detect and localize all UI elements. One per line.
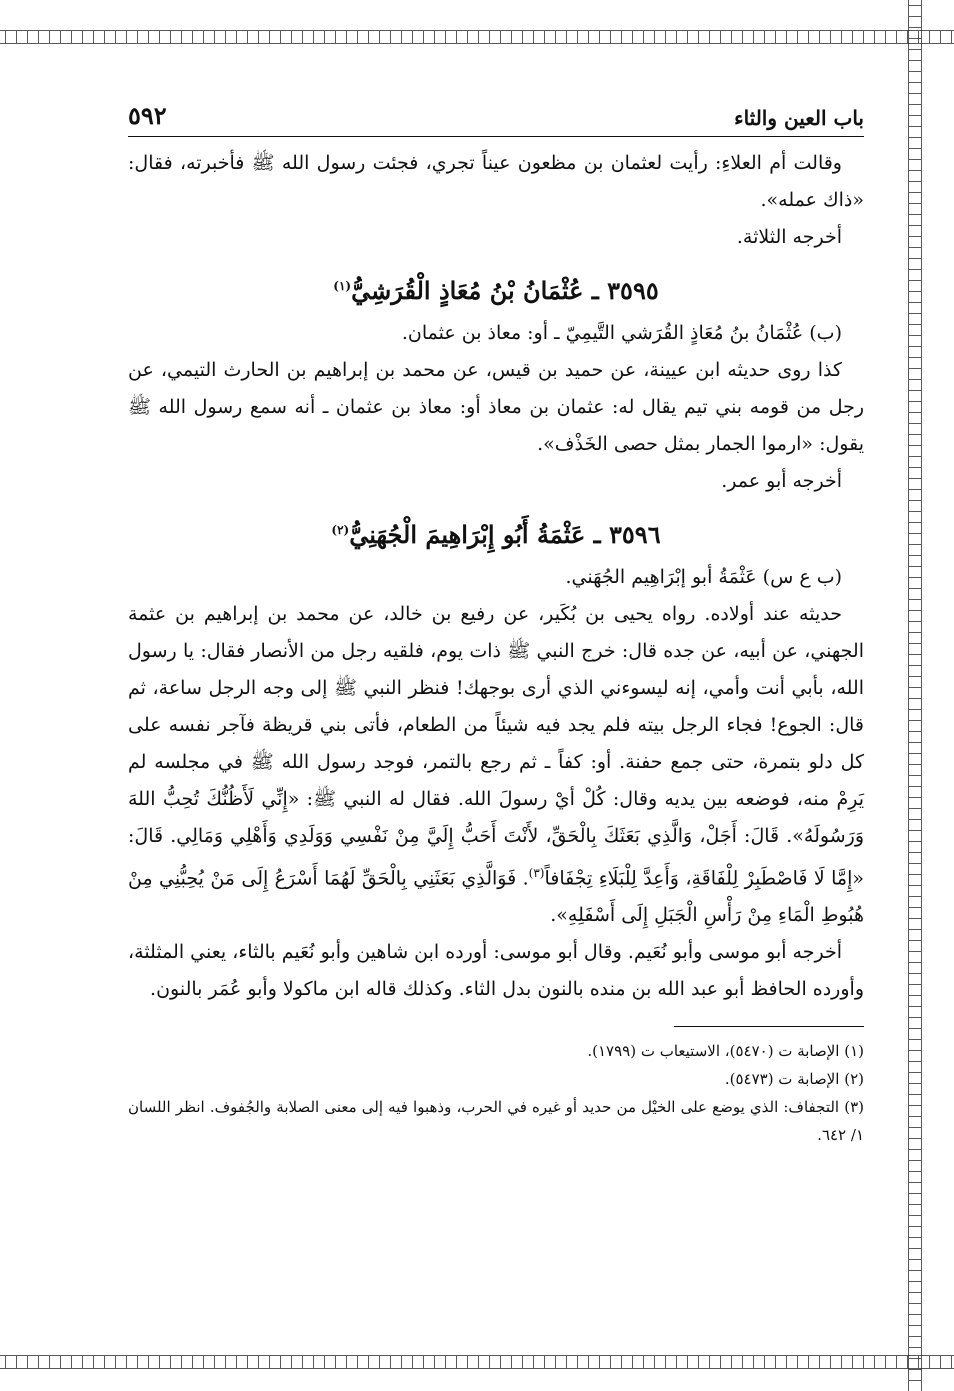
entry-heading: ٣٥٩٦ ـ عَثْمَةُ أَبُو إِبْرَاهِيمَ الْجُهَنِيُّ$^{(٢)}$: [331, 520, 661, 549]
paragraph: وقالت أم العلاءِ: رأيت لعثمان بن مظعون عيناً تجري، فجئت رسول الله ﷺ فأخبرته، فقال: «ذاك عمله».: [128, 152, 864, 211]
paragraph: كذا روى حديثه ابن عيينة، عن حميد بن قيس، عن محمد بن إبراهيم بن الحارث التيمي، عن رجل من قومه بني تيم يقال له: عثمان بن معاذ أو: معاذ بن عثمان ـ أنه سمع رسول الله ﷺ يقول: «ارموا الجمار بمثل حصى الخَذْف».: [128, 359, 864, 455]
right-border: [908, 0, 922, 1391]
top-border: [0, 30, 954, 44]
footnote-ref: (١): [333, 279, 352, 293]
footnote-separator: [674, 1026, 864, 1027]
page-number: ٥٩٢: [128, 101, 167, 130]
page-body: [128, 90, 864, 1149]
paragraph: (ب ع س) عَثْمَةُ أبو إبْرَاهِيم الجُهَني.: [565, 566, 842, 588]
footnote: (٢) الإصابة ت (٥٤٧٣).: [724, 1070, 864, 1089]
footnote-ref: (٢): [331, 523, 350, 537]
paragraph: حديثه عند أولاده. رواه يحيى بن بُكَير، عن رفيع بن خالد، عن محمد بن إبراهيم بن عثمة الجهني، عن أبيه، عن جده قال: خرج النبي ﷺ ذات يوم، فلقيه رجل من الأنصار فقال: يا رسول الله، بأبي أنت وأمي، إنه ليسوءني الذي أرى بوجهك! فنظر النبي ﷺ إلى وجه الرجل ساعة، ثم قال: الجوع! فجاء الرجل بيته فلم يجد فيه شيئاً من الطعام، فأتى بني قريظة فآجر نفسه على كل دلو بتمرة، حتى جمع حفنة. أو: كفاً ـ ثم رجع بالتمر، فوجد رسول الله ﷺ في مجلسه لم يَرِمْ منه، فوضعه بين يديه وقال: كُلْ أيْ رسولَ الله. فقال له النبي ﷺ: «إِنِّي لَأَظُنُّكَ تُحِبُّ اللهَ وَرَسُولَهُ». قَالَ: أَجَلْ، وَالَّذِي بَعَثَكَ بِالْحَقِّ، لأَنْتَ أَحَبُّ إِلَيَّ مِنْ نَفْسِي وَوَلَدِي وَأَهْلِي وَمَالِي. قَالَ: «إِمَّا لَا فَاصْطَبِرْ لِلْفَاقَةِ، وَأَعِدَّ لِلْبَلَاءِ تِجْفَافاً$^{(٣)}$. فَوَالَّذِي بَعَثَنِي بِالْحَقِّ لَهُمَا أَسْرَعُ إِلَى مَنْ يُحِبُّنِي مِنْ هُبُوطِ الْمَاءِ مِنْ رَأْسِ الْجَبَلِ إِلَى أَسْفَلِهِ».: [128, 603, 864, 927]
footnote: (٣) التجفاف: الذي يوضع على الخيْل من حديد أو غيره في الحرب، وذهبوا فيه إلى معنى الصلابة والجُفوف. انظر اللسان ١/ ٦٤٢.: [128, 1098, 864, 1145]
chapter-title: باب العين والثاء: [734, 106, 864, 130]
running-header: [128, 90, 864, 137]
paragraph: أخرجه أبو عمر.: [721, 470, 842, 492]
bottom-border: [0, 1355, 954, 1369]
footnote-ref: (٣): [528, 866, 545, 880]
paragraph: أخرجه الثلاثة.: [736, 226, 842, 248]
paragraph: (ب) عُثْمَانُ بنُ مُعَاذٍ القُرَشي التَّيمِيّ ـ أو: معاذ بن عثمان.: [401, 322, 842, 344]
entry-heading: ٣٥٩٥ ـ عُثْمَانُ بْنُ مُعَاذٍ الْقُرَشِيُّ$^{(١)}$: [333, 276, 659, 305]
footnote: (١) الإصابة ت (٥٤٧٠)، الاستيعاب ت (١٧٩٩).: [587, 1042, 864, 1061]
paragraph: أخرجه أبو موسى وأبو نُعَيم. وقال أبو موسى: أورده ابن شاهين وأبو نُعَيم بالثاء، يعني المثلثة، وأورده الحافظ أبو عبد الله بن منده بالنون بدل الثاء. وكذلك قاله ابن ماكولا وأبو عُمَر بالنون.: [128, 941, 864, 1001]
